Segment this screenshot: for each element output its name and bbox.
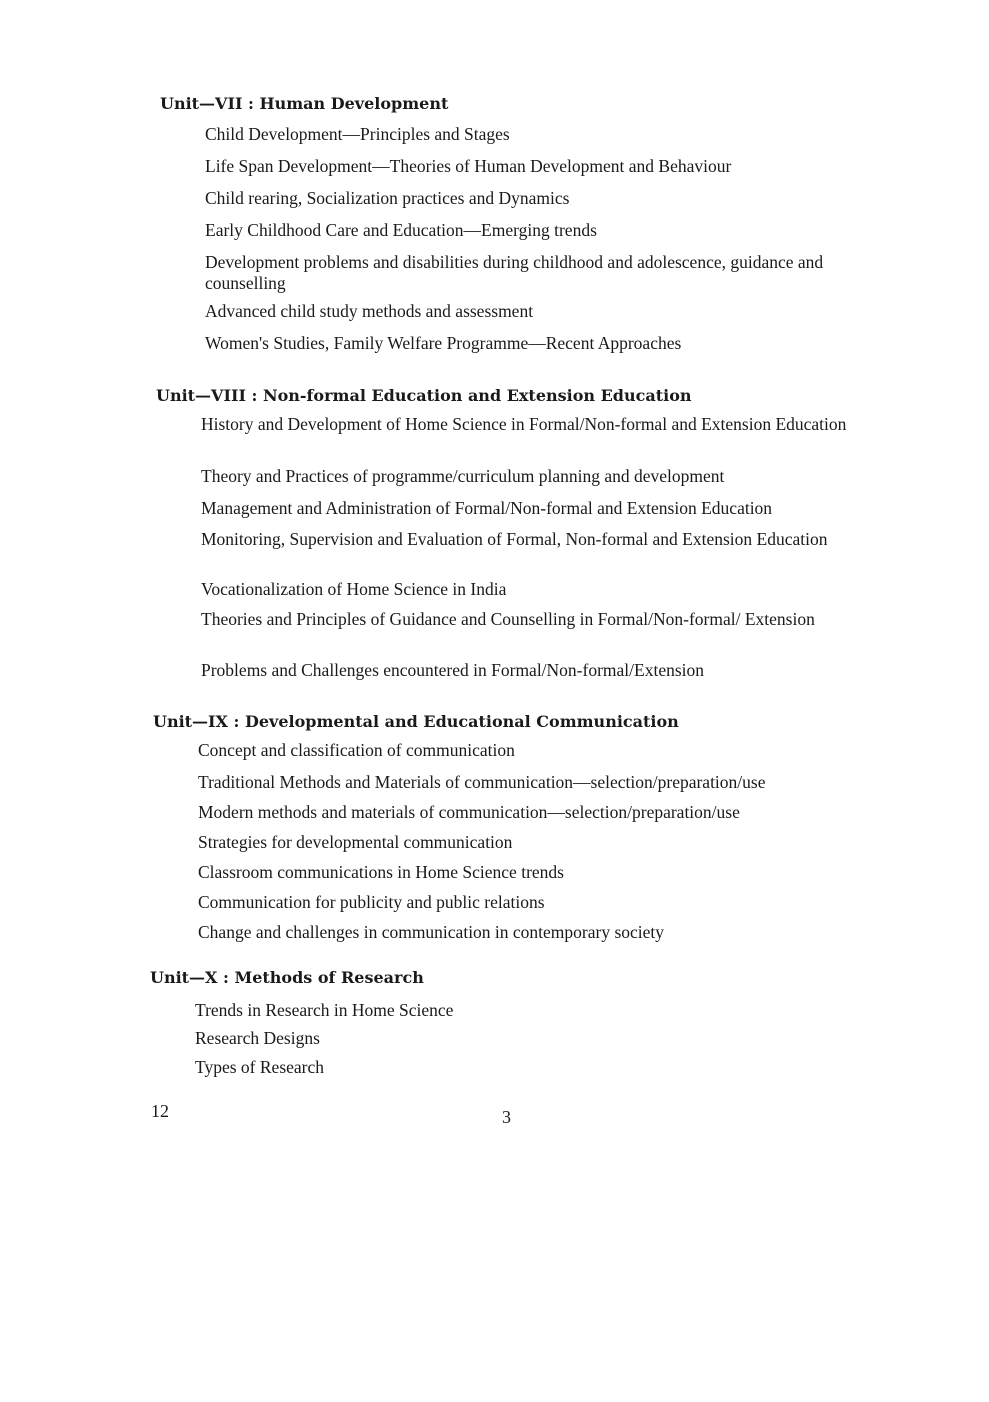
- list-item: Problems and Challenges encountered in Formal/Non-formal/Extension: [201, 660, 705, 680]
- list-item: Research Designs: [195, 1028, 320, 1048]
- list-item: Child rearing, Socialization practices and Dynamics: [205, 188, 570, 208]
- list-item: History and Development of Home Science in Formal/Non-formal and Extension Education: [201, 414, 847, 434]
- sheet-number: 3: [502, 1107, 511, 1127]
- list-item: Traditional Methods and Materials of communication—selection/preparation/use: [198, 772, 766, 792]
- unit-title: Unit—X : Methods of Research: [150, 968, 424, 987]
- list-item: Management and Administration of Formal/Non-formal and Extension Education: [201, 498, 773, 518]
- unit-viii: [156, 386, 916, 686]
- list-item: Vocationalization of Home Science in India: [201, 579, 507, 599]
- unit-title: Unit—VIII : Non-formal Education and Extension Education: [156, 386, 692, 405]
- unit-ix: [153, 712, 913, 952]
- unit-vii: [160, 94, 920, 364]
- list-item: Theory and Practices of programme/curriculum planning and development: [201, 466, 725, 486]
- list-item: Trends in Research in Home Science: [195, 1000, 454, 1020]
- page-number: 12: [151, 1101, 169, 1121]
- list-item: Child Development—Principles and Stages: [205, 124, 510, 144]
- unit-x: [150, 968, 910, 1088]
- list-item: Development problems and disabilities during childhood and adolescence, guidance and counselling: [205, 252, 824, 293]
- list-item: Advanced child study methods and assessment: [205, 301, 534, 321]
- list-item: Modern methods and materials of communication—selection/preparation/use: [198, 802, 740, 822]
- list-item: Monitoring, Supervision and Evaluation of Formal, Non-formal and Extension Education: [201, 529, 828, 549]
- list-item: Strategies for developmental communication: [198, 832, 513, 852]
- unit-title: Unit—IX : Developmental and Educational Communication: [153, 712, 679, 731]
- list-item: Life Span Development—Theories of Human Development and Behaviour: [205, 156, 732, 176]
- list-item: Women's Studies, Family Welfare Programme—Recent Approaches: [205, 333, 682, 353]
- list-item: Classroom communications in Home Science trends: [198, 862, 564, 882]
- list-item: Early Childhood Care and Education—Emerging trends: [205, 220, 597, 240]
- list-item: Types of Research: [195, 1057, 325, 1077]
- list-item: Theories and Principles of Guidance and Counselling in Formal/Non-formal/ Extension: [201, 609, 815, 629]
- list-item: Concept and classification of communication: [198, 740, 515, 760]
- list-item: Change and challenges in communication in contemporary society: [198, 922, 665, 942]
- unit-title: Unit—VII : Human Development: [160, 94, 449, 113]
- list-item: Communication for publicity and public relations: [198, 892, 545, 912]
